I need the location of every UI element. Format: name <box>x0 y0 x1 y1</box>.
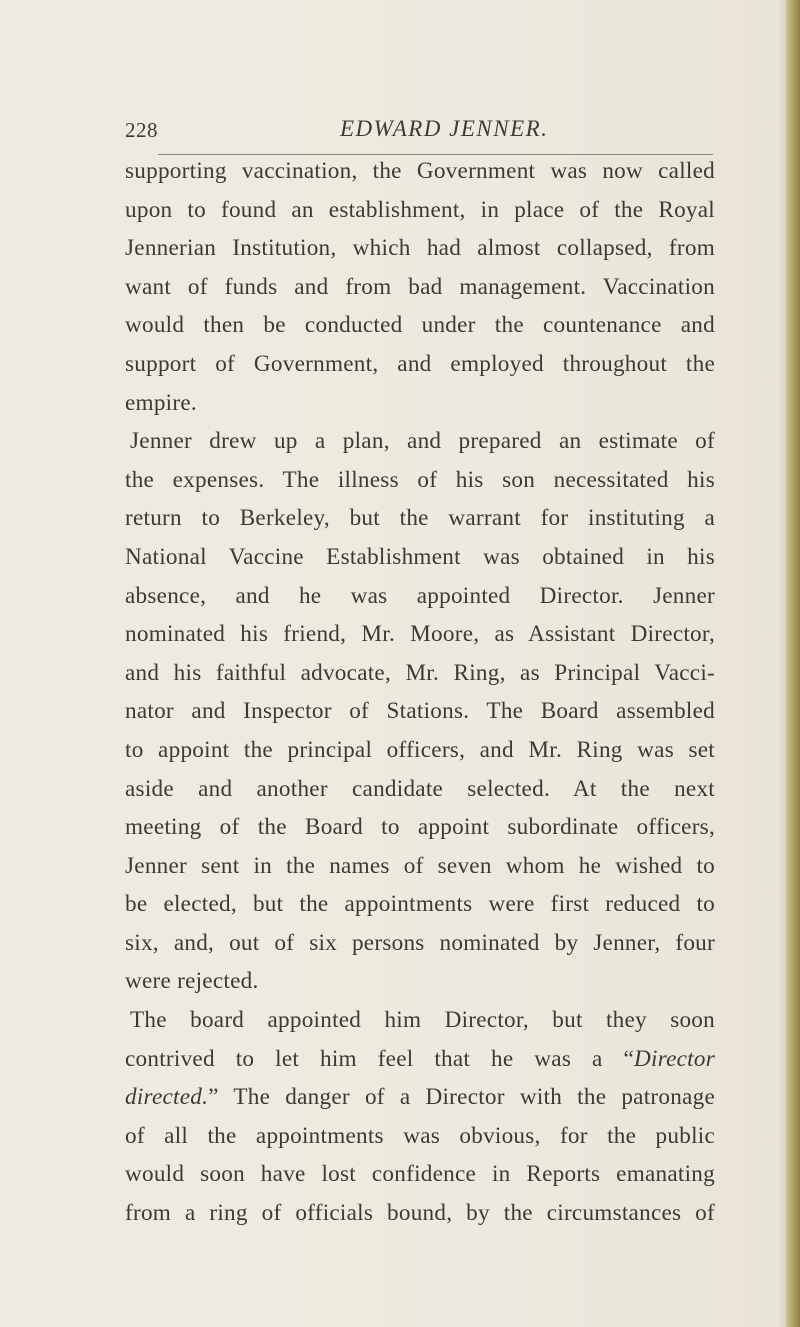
text-line <box>125 1078 715 1117</box>
text-line: were rejected. <box>125 968 259 995</box>
text-line <box>125 1040 715 1079</box>
text-line: supporting vaccination, the Government was now called <box>125 158 715 184</box>
text-line: six, and, out of six persons nominated by Jenner, four <box>125 929 715 956</box>
italic-text-segment: directed. <box>125 1084 209 1111</box>
text-line: and his faithful advocate, Mr. Ring, as Principal Vacci- <box>125 659 715 686</box>
italic-text-segment: Director <box>634 1045 715 1072</box>
text-line: nominated his friend, Mr. Moore, as Assistant Director, <box>125 621 715 648</box>
text-line: Jenner sent in the names of seven whom he wished to <box>125 852 715 879</box>
text-line: be elected, but the appointments were first reduced to <box>125 891 715 918</box>
text-line: meeting of the Board to appoint subordinate officers, <box>125 814 715 841</box>
text-segment: ” The danger of a Director with the patronage <box>208 1084 715 1111</box>
text-line: support of Government, and employed throughout the <box>125 350 715 377</box>
text-line: would then be conducted under the countenance and <box>125 312 715 339</box>
text-line: nator and Inspector of Stations. The Board assembled <box>125 698 715 725</box>
text-line: of all the appointments was obvious, for the public <box>125 1122 715 1149</box>
text-line: to appoint the principal officers, and Mr. Ring was set <box>125 736 715 763</box>
body-text <box>125 152 715 1233</box>
text-line: upon to found an establishment, in place of the Royal <box>125 196 715 223</box>
text-line: Jennerian Institution, which had almost collapsed, from <box>125 235 715 262</box>
running-title: EDWARD JENNER. <box>340 116 549 141</box>
text-line: empire. <box>125 389 197 416</box>
text-line: from a ring of officials bound, by the circumstances of <box>125 1200 715 1227</box>
page-number: 228 <box>125 118 158 142</box>
text-segment: contrived to let him feel that he was a “ <box>125 1045 634 1072</box>
text-line: The board appointed him Director, but they soon <box>130 1007 715 1034</box>
text-line: want of funds and from bad management. Vaccination <box>125 273 715 300</box>
text-line: absence, and he was appointed Director. Jenner <box>125 582 715 609</box>
text-line: Jenner drew up a plan, and prepared an estimate of <box>130 428 715 455</box>
text-line: aside and another candidate selected. At the next <box>125 775 715 802</box>
page-edge-shadow <box>778 0 786 1327</box>
text-line: would soon have lost confidence in Reports emanating <box>125 1161 715 1188</box>
text-line: National Vaccine Establishment was obtained in his <box>125 543 715 570</box>
text-line: return to Berkeley, but the warrant for instituting a <box>125 505 715 532</box>
text-line: the expenses. The illness of his son necessitated his <box>125 466 715 493</box>
page-edge <box>786 0 800 1327</box>
